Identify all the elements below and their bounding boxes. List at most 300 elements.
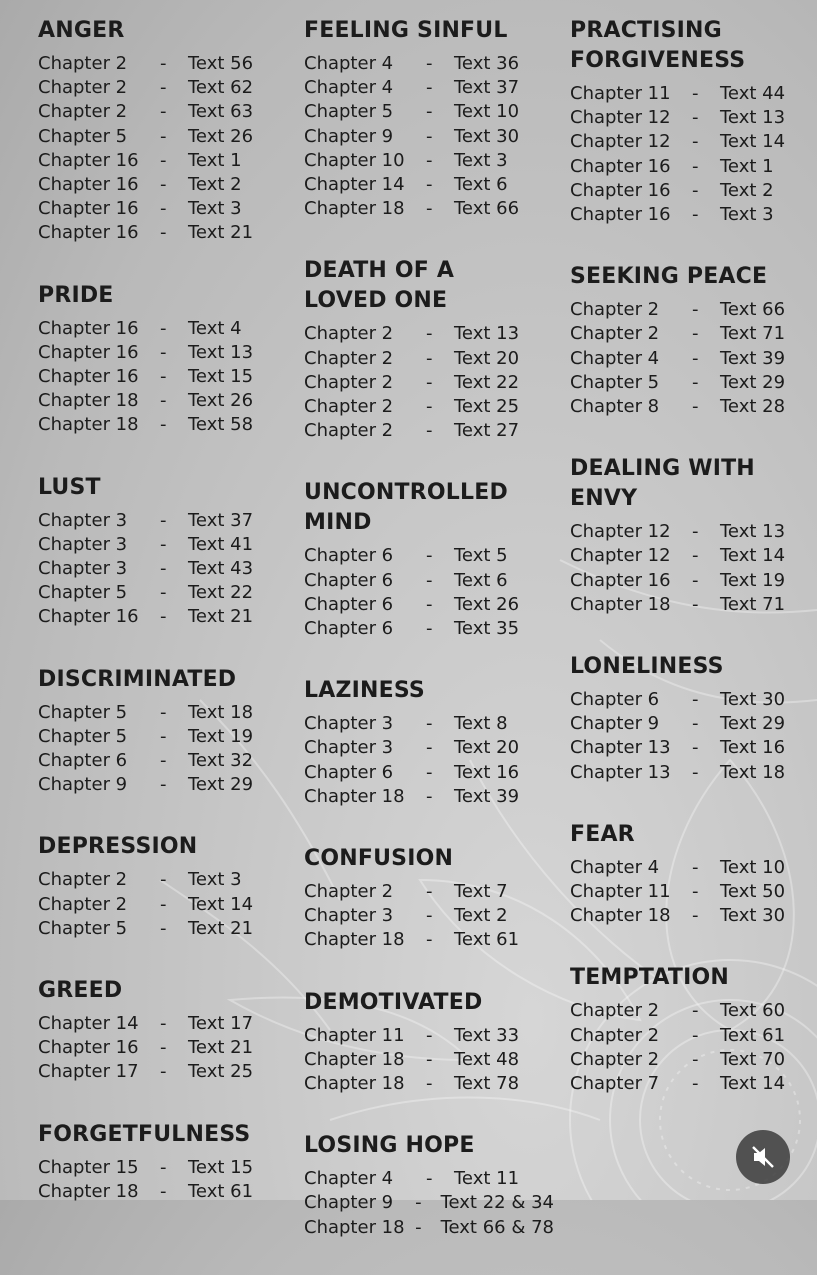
chapter-label: Chapter 4 <box>304 77 394 99</box>
separator-dash: - <box>415 1192 422 1214</box>
text-label: Text 13 <box>720 107 786 129</box>
chapter-label: Chapter 2 <box>304 371 394 393</box>
separator-dash: - <box>426 737 433 759</box>
text-label: Text 18 <box>720 761 786 783</box>
chapter-label: Chapter 12 <box>570 131 671 153</box>
separator-dash: - <box>426 1024 433 1046</box>
chapter-label: Chapter 2 <box>304 396 394 418</box>
separator-dash: - <box>160 893 167 915</box>
reference-row <box>304 100 554 124</box>
reference-row <box>570 856 817 880</box>
text-label: Text 26 <box>454 593 520 615</box>
separator-dash: - <box>426 1073 433 1095</box>
separator-dash: - <box>160 533 167 555</box>
separator-dash: - <box>426 420 433 442</box>
reference-row <box>304 1048 554 1072</box>
chapter-label: Chapter 18 <box>304 929 405 951</box>
separator-dash: - <box>415 1216 422 1238</box>
separator-dash: - <box>160 869 167 891</box>
text-label: Text 56 <box>188 53 254 74</box>
text-label: Text 30 <box>720 905 786 927</box>
separator-dash: - <box>160 390 167 412</box>
reference-row <box>304 173 554 197</box>
section <box>38 16 288 246</box>
section-title: DISCRIMINATED <box>38 666 237 692</box>
chapter-label: Chapter 9 <box>38 774 128 796</box>
text-label: Text 16 <box>720 737 786 759</box>
section <box>304 478 554 641</box>
chapter-label: Chapter 2 <box>304 347 394 369</box>
text-label: Text 14 <box>720 545 786 567</box>
separator-dash: - <box>692 905 699 927</box>
text-label: Text 3 <box>720 204 774 226</box>
text-label: Text 14 <box>188 893 254 915</box>
reference-row <box>570 544 817 568</box>
separator-dash: - <box>160 174 167 196</box>
reference-row <box>570 371 817 395</box>
reference-row <box>304 395 554 419</box>
chapter-label: Chapter 2 <box>570 1000 660 1022</box>
text-label: Text 66 & 78 <box>440 1216 554 1238</box>
reference-row <box>570 904 817 928</box>
chapter-label: Chapter 3 <box>304 713 394 735</box>
separator-dash: - <box>692 83 699 104</box>
separator-dash: - <box>426 101 433 123</box>
chapter-label: Chapter 2 <box>570 323 660 345</box>
text-label: Text 18 <box>188 701 254 723</box>
chapter-label: Chapter 2 <box>38 869 128 891</box>
text-label: Text 61 <box>720 1024 786 1046</box>
text-label: Text 66 <box>454 198 520 220</box>
section <box>38 473 288 630</box>
chapter-label: Chapter 18 <box>304 1048 405 1070</box>
section <box>38 1120 288 1204</box>
chapter-label: Chapter 16 <box>38 341 139 363</box>
reference-row <box>38 197 288 221</box>
text-label: Text 13 <box>454 323 520 345</box>
section-title: GREED <box>38 978 123 1004</box>
chapter-label: Chapter 3 <box>304 737 394 759</box>
separator-dash: - <box>160 606 167 628</box>
text-label: Text 37 <box>188 509 254 531</box>
separator-dash: - <box>160 1061 167 1083</box>
chapter-label: Chapter 5 <box>38 917 128 939</box>
section-title: FORGETFULNESS <box>38 1121 251 1147</box>
chapter-label: Chapter 6 <box>570 689 660 711</box>
reference-list <box>304 544 554 641</box>
separator-dash: - <box>692 593 699 615</box>
reference-row <box>38 701 288 725</box>
text-label: Text 21 <box>188 606 254 628</box>
reference-row <box>304 544 554 568</box>
separator-dash: - <box>160 222 167 244</box>
reference-list <box>38 509 288 630</box>
chapter-label: Chapter 16 <box>570 179 671 201</box>
separator-dash: - <box>160 149 167 171</box>
reference-row <box>570 203 817 227</box>
reference-row <box>38 173 288 197</box>
chapter-label: Chapter 6 <box>304 618 394 640</box>
separator-dash: - <box>160 125 167 147</box>
section-title: DEPRESSION <box>38 834 198 860</box>
separator-dash: - <box>160 53 167 74</box>
chapter-label: Chapter 11 <box>304 1024 405 1046</box>
text-label: Text 39 <box>454 785 520 807</box>
chapter-label: Chapter 2 <box>304 323 394 345</box>
section <box>570 16 817 227</box>
text-label: Text 61 <box>188 1180 254 1202</box>
reference-row <box>38 341 288 365</box>
text-label: Text 62 <box>188 77 254 99</box>
reference-row <box>304 347 554 371</box>
separator-dash: - <box>692 204 699 226</box>
text-label: Text 14 <box>720 131 786 153</box>
chapter-label: Chapter 16 <box>570 569 671 591</box>
reference-row <box>570 395 817 419</box>
text-label: Text 33 <box>454 1024 520 1046</box>
chapter-label: Chapter 6 <box>304 569 394 591</box>
chapter-label: Chapter 6 <box>304 761 394 783</box>
chapter-label: Chapter 3 <box>304 905 394 927</box>
section-title: FEAR <box>570 821 635 847</box>
section <box>38 976 288 1085</box>
separator-dash: - <box>692 347 699 369</box>
separator-dash: - <box>692 737 699 759</box>
reference-list <box>304 322 554 443</box>
reference-list <box>38 1012 288 1085</box>
text-label: Text 43 <box>188 558 254 580</box>
section <box>38 281 288 438</box>
chapter-label: Chapter 16 <box>38 1037 139 1059</box>
text-label: Text 22 & 34 <box>440 1192 554 1214</box>
chapter-label: Chapter 3 <box>38 558 128 580</box>
text-label: Text 35 <box>454 618 520 640</box>
chapter-label: Chapter 5 <box>304 101 394 123</box>
reference-row <box>304 419 554 443</box>
text-label: Text 2 <box>188 174 242 196</box>
chapter-label: Chapter 16 <box>570 204 671 226</box>
reference-row <box>38 365 288 389</box>
column-1 <box>38 16 288 1239</box>
reference-row <box>38 1156 288 1180</box>
separator-dash: - <box>426 881 433 903</box>
text-label: Text 29 <box>720 713 786 735</box>
section <box>304 256 554 443</box>
separator-dash: - <box>692 299 699 321</box>
separator-dash: - <box>692 569 699 591</box>
text-label: Text 78 <box>454 1073 520 1095</box>
text-label: Text 2 <box>454 905 508 927</box>
reference-row <box>304 1191 554 1215</box>
chapter-label: Chapter 5 <box>38 582 128 604</box>
text-label: Text 66 <box>720 299 786 321</box>
reference-row <box>38 533 288 557</box>
reference-row <box>38 1036 288 1060</box>
separator-dash: - <box>160 414 167 436</box>
separator-dash: - <box>160 341 167 363</box>
chapter-label: Chapter 13 <box>570 737 671 759</box>
text-label: Text 1 <box>720 155 774 177</box>
chapter-label: Chapter 16 <box>38 174 139 196</box>
chapter-label: Chapter 2 <box>38 893 128 915</box>
chapter-label: Chapter 5 <box>570 371 660 393</box>
section <box>304 988 554 1097</box>
section-title: SEEKING PEACE <box>570 264 768 290</box>
section <box>304 676 554 809</box>
separator-dash: - <box>160 558 167 580</box>
reference-row <box>570 179 817 203</box>
text-label: Text 3 <box>188 869 242 891</box>
text-label: Text 71 <box>720 593 786 615</box>
reference-row <box>570 106 817 130</box>
reference-row <box>304 1167 554 1191</box>
text-label: Text 25 <box>454 396 520 418</box>
text-label: Text 37 <box>454 77 520 99</box>
separator-dash: - <box>426 1168 433 1190</box>
separator-dash: - <box>426 785 433 807</box>
chapter-label: Chapter 16 <box>38 149 139 171</box>
separator-dash: - <box>426 347 433 369</box>
chapter-label: Chapter 6 <box>304 545 394 567</box>
separator-dash: - <box>692 131 699 153</box>
reference-list <box>570 856 817 929</box>
chapter-label: Chapter 18 <box>38 1180 139 1202</box>
reference-list <box>38 868 288 941</box>
reference-row <box>304 76 554 100</box>
chapter-label: Chapter 7 <box>570 1073 660 1095</box>
reference-list <box>38 1156 288 1204</box>
reference-row <box>304 593 554 617</box>
chapter-label: Chapter 16 <box>38 222 139 244</box>
reference-list <box>570 688 817 785</box>
reference-row <box>38 389 288 413</box>
reference-row <box>38 581 288 605</box>
separator-dash: - <box>692 396 699 418</box>
speaker-muted-icon <box>750 1144 776 1170</box>
section-title: LONELINESS <box>570 654 724 680</box>
reference-row <box>570 712 817 736</box>
text-label: Text 20 <box>454 737 520 759</box>
separator-dash: - <box>426 371 433 393</box>
reference-row <box>304 712 554 736</box>
chapter-label: Chapter 5 <box>38 125 128 147</box>
separator-dash: - <box>426 1048 433 1070</box>
text-label: Text 19 <box>188 725 254 747</box>
chapter-label: Chapter 11 <box>570 881 671 903</box>
section-title: FEELING SINFUL <box>304 18 508 43</box>
reference-row <box>570 82 817 106</box>
separator-dash: - <box>692 545 699 567</box>
chapter-label: Chapter 11 <box>570 83 671 104</box>
text-label: Text 26 <box>188 390 254 412</box>
reference-row <box>38 605 288 629</box>
section-title: DEALING WITH ENVY <box>570 456 755 512</box>
text-label: Text 7 <box>454 881 508 903</box>
text-label: Text 17 <box>188 1013 254 1035</box>
reference-row <box>38 917 288 941</box>
text-label: Text 13 <box>188 341 254 363</box>
section-title: LOSING HOPE <box>304 1133 475 1159</box>
separator-dash: - <box>692 1024 699 1046</box>
chapter-label: Chapter 16 <box>38 606 139 628</box>
reference-row <box>570 347 817 371</box>
separator-dash: - <box>426 396 433 418</box>
chapter-label: Chapter 2 <box>570 1048 660 1070</box>
reference-list <box>570 298 817 419</box>
separator-dash: - <box>692 371 699 393</box>
text-label: Text 16 <box>454 761 520 783</box>
text-label: Text 10 <box>720 856 786 878</box>
chapter-label: Chapter 14 <box>304 174 405 196</box>
separator-dash: - <box>160 774 167 796</box>
separator-dash: - <box>426 149 433 171</box>
separator-dash: - <box>692 1073 699 1095</box>
text-label: Text 29 <box>720 371 786 393</box>
chapter-label: Chapter 5 <box>38 725 128 747</box>
separator-dash: - <box>692 323 699 345</box>
text-label: Text 30 <box>720 689 786 711</box>
reference-row <box>38 317 288 341</box>
text-label: Text 21 <box>188 917 254 939</box>
mute-button[interactable] <box>736 1130 790 1184</box>
separator-dash: - <box>426 761 433 783</box>
chapter-label: Chapter 18 <box>304 1073 405 1095</box>
separator-dash: - <box>426 618 433 640</box>
text-label: Text 61 <box>454 929 520 951</box>
reference-list <box>570 82 817 227</box>
text-label: Text 44 <box>720 83 786 104</box>
separator-dash: - <box>160 1037 167 1059</box>
chapter-label: Chapter 18 <box>570 905 671 927</box>
chapter-label: Chapter 16 <box>38 366 139 388</box>
reference-row <box>570 520 817 544</box>
section-title: UNCONTROLLED MIND <box>304 480 508 536</box>
reference-row <box>38 221 288 245</box>
text-label: Text 13 <box>720 521 786 543</box>
separator-dash: - <box>160 366 167 388</box>
separator-dash: - <box>426 198 433 220</box>
reference-row <box>304 569 554 593</box>
reference-row <box>38 868 288 892</box>
reference-list <box>304 880 554 953</box>
column-3 <box>570 16 817 1131</box>
chapter-label: Chapter 18 <box>304 1216 405 1238</box>
chapter-label: Chapter 12 <box>570 545 671 567</box>
text-label: Text 70 <box>720 1048 786 1070</box>
separator-dash: - <box>426 545 433 567</box>
reference-list <box>38 317 288 438</box>
reference-row <box>38 725 288 749</box>
text-label: Text 50 <box>720 881 786 903</box>
reference-list <box>304 1024 554 1097</box>
separator-dash: - <box>160 1180 167 1202</box>
reference-list <box>38 701 288 798</box>
text-label: Text 48 <box>454 1048 520 1070</box>
reference-row <box>304 904 554 928</box>
reference-row <box>304 785 554 809</box>
chapter-label: Chapter 3 <box>38 509 128 531</box>
separator-dash: - <box>426 323 433 345</box>
chapter-label: Chapter 16 <box>38 198 139 220</box>
chapter-label: Chapter 10 <box>304 149 405 171</box>
separator-dash: - <box>692 1048 699 1070</box>
separator-dash: - <box>426 174 433 196</box>
chapter-label: Chapter 2 <box>38 53 128 74</box>
separator-dash: - <box>692 689 699 711</box>
separator-dash: - <box>426 77 433 99</box>
chapter-label: Chapter 2 <box>570 1024 660 1046</box>
chapter-label: Chapter 18 <box>38 390 139 412</box>
reference-row <box>570 761 817 785</box>
section <box>38 665 288 798</box>
text-label: Text 41 <box>188 533 254 555</box>
reference-row <box>304 371 554 395</box>
separator-dash: - <box>426 569 433 591</box>
reference-row <box>304 736 554 760</box>
text-label: Text 63 <box>188 101 254 123</box>
reference-row <box>38 557 288 581</box>
separator-dash: - <box>160 198 167 220</box>
separator-dash: - <box>160 509 167 531</box>
separator-dash: - <box>426 905 433 927</box>
reference-row <box>38 1180 288 1204</box>
chapter-label: Chapter 16 <box>38 317 139 339</box>
reference-row <box>38 509 288 533</box>
text-label: Text 1 <box>188 149 242 171</box>
separator-dash: - <box>160 582 167 604</box>
reference-row <box>38 893 288 917</box>
text-label: Text 15 <box>188 1156 254 1178</box>
section <box>570 262 817 419</box>
chapter-label: Chapter 15 <box>38 1156 139 1178</box>
separator-dash: - <box>160 1156 167 1178</box>
separator-dash: - <box>426 593 433 615</box>
reference-row <box>570 130 817 154</box>
text-label: Text 28 <box>720 396 786 418</box>
reference-row <box>304 1216 554 1240</box>
reference-row <box>38 52 288 76</box>
section <box>38 832 288 941</box>
chapter-label: Chapter 18 <box>38 414 139 436</box>
chapter-label: Chapter 18 <box>304 785 405 807</box>
separator-dash: - <box>160 77 167 99</box>
separator-dash: - <box>426 125 433 147</box>
reference-row <box>570 880 817 904</box>
reference-row <box>570 999 817 1023</box>
text-label: Text 21 <box>188 222 254 244</box>
text-label: Text 3 <box>188 198 242 220</box>
reference-row <box>38 1012 288 1036</box>
text-label: Text 60 <box>720 1000 786 1022</box>
section <box>570 820 817 929</box>
reference-list <box>570 999 817 1096</box>
text-label: Text 26 <box>188 125 254 147</box>
reference-row <box>304 125 554 149</box>
section-title: CONFUSION <box>304 846 454 872</box>
chapter-label: Chapter 4 <box>304 1168 394 1190</box>
reference-list <box>570 520 817 617</box>
text-label: Text 8 <box>454 713 508 735</box>
text-label: Text 21 <box>188 1037 254 1059</box>
chapter-label: Chapter 13 <box>570 761 671 783</box>
reference-row <box>38 773 288 797</box>
text-label: Text 30 <box>454 125 520 147</box>
chapter-label: Chapter 2 <box>570 299 660 321</box>
chapter-label: Chapter 12 <box>570 107 671 129</box>
chapter-label: Chapter 4 <box>570 347 660 369</box>
reference-row <box>570 736 817 760</box>
chapter-label: Chapter 4 <box>304 53 394 74</box>
